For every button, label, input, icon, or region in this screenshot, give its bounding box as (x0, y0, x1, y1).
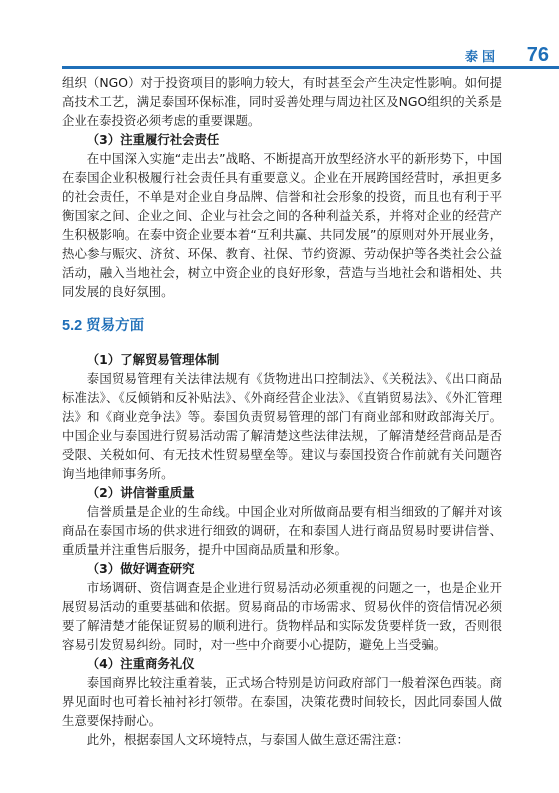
running-head-country: 泰国 (464, 50, 499, 65)
page-body (62, 73, 502, 749)
subheading-social-responsibility: （3）注重履行社会责任 (86, 132, 220, 147)
paragraph-credibility: 信誉质量是企业的生命线。中国企业对所做商品要有相当细致的了解并对该商品在泰国市场的供求进行细致的调研，在和泰国人进行商品贸易时要讲信誉、重质量并注重售后服务，提升中国商品质量和形象。 (62, 504, 502, 557)
paragraph-ngo: 组织（NGO）对于投资项目的影响力较大，有时甚至会产生决定性影响。如何提高技术工艺，满足泰国环保标准，同时妥善处理与周边社区及NGO组织的关系是企业在泰投资必须考虑的重要课题。 (62, 75, 502, 128)
section-title: 5.2 贸易方面 (62, 318, 145, 334)
subheading-research: （3）做好调查研究 (86, 561, 195, 576)
subheading-etiquette: （4）注重商务礼仪 (86, 656, 195, 671)
paragraph-etiquette: 泰国商界比较注重着装，正式场合特别是访问政府部门一般着深色西装。商界见面时也可着长袖衬衫打领带。在泰国，决策花费时间较长，因此同泰国人做生意要保持耐心。 (62, 675, 502, 728)
header-rule (62, 66, 559, 69)
paragraph-additional: 此外，根据泰国人文环境特点，与泰国人做生意还需注意： (86, 732, 409, 747)
page-number: 76 (526, 44, 549, 66)
running-header (0, 42, 559, 72)
paragraph-research: 市场调研、资信调查是企业进行贸易活动必须重视的问题之一，也是企业开展贸易活动的重要基础和依据。贸易商品的市场需求、贸易伙伴的资信情况必须要了解清楚才能保证贸易的顺利进行。货物样品和实际发货要样货一致，否则很容易引发贸易纠纷。同时，对一些中介商要小心提防，避免上当受骗。 (62, 580, 502, 652)
subheading-trade-system: （1）了解贸易管理体制 (86, 352, 220, 367)
paragraph-social-responsibility: 在中国深入实施“走出去”战略、不断提高开放型经济水平的新形势下，中国在泰国企业积极履行社会责任具有重要意义。企业在开展跨国经营时，承担更多的社会责任，不单是对企业自身品牌、信誉和社会形象的投资，而且也有利于平衡国家之间、企业之间、企业与社会之间的各种利益关系，并将对企业的经营产生积极影响。在泰中资企业要本着“互利共赢、共同发展”的原则对外开展业务，热心参与赈灾、济贫、环保、教育、社保、节约资源、劳动保护等各类社会公益活动，融入当地社会，树立中资企业的良好形象，营造与当地社会和谐相处、共同发展的良好氛围。 (62, 151, 502, 299)
subheading-credibility: （2）讲信誉重质量 (86, 485, 195, 500)
paragraph-trade-system: 泰国贸易管理有关法律法规有《货物进出口控制法》、《关税法》、《出口商品标准法》、《反倾销和反补贴法》、《外商经营企业法》、《直销贸易法》、《外汇管理法》和《商业竞争法》等。泰国负责贸易管理的部门有商业部和财政部海关厅。中国企业与泰国进行贸易活动需了解清楚这些法律法规，了解清楚经营商品是否受限、关税如何、有无技术性贸易壁垒等。建议与泰国投资合作前就有关问题咨询当地律师事务所。 (62, 371, 502, 481)
